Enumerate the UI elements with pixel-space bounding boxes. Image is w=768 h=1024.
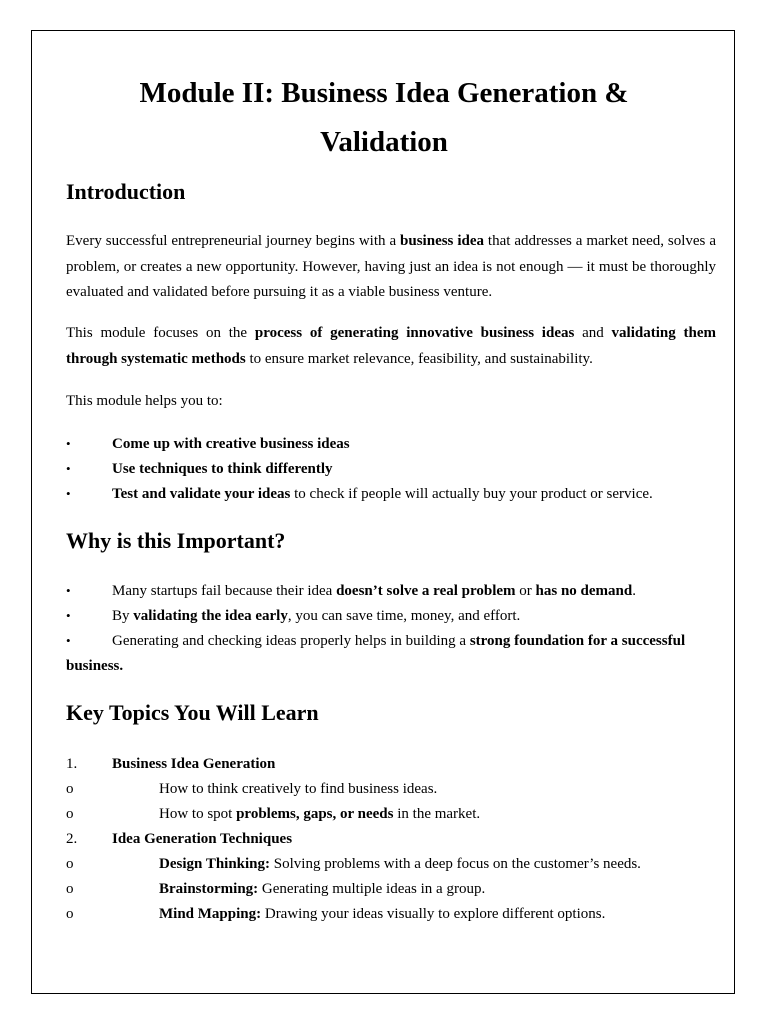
text: Drawing your ideas visually to explore different options.	[261, 906, 606, 922]
text-bold: Come up with creative business ideas	[112, 436, 350, 452]
text-bold: Brainstorming:	[159, 881, 259, 897]
subtopic-brainstorming	[159, 880, 485, 898]
document-page	[31, 30, 735, 994]
list-number: 2.	[66, 831, 78, 847]
text-bold: Mind Mapping:	[159, 906, 262, 922]
text-bold: has no demand	[535, 583, 633, 599]
text: that addresses a market need, solves a problem, or creates a new opportunity. However, having just an idea is not enough — it must be thoroughly evaluated and validated before pursuing it as a viable business venture.	[66, 233, 716, 300]
topic-business-idea-generation	[112, 755, 275, 773]
bullet-glyph: •	[66, 583, 71, 598]
why-bullet-3	[112, 632, 685, 650]
bullet-glyph: •	[66, 486, 71, 501]
text: How to spot	[159, 806, 237, 822]
text: Many startups fail because their idea	[112, 583, 337, 599]
intro-bullet-1	[112, 435, 350, 453]
text-bold: business.	[66, 658, 124, 674]
bullet-glyph: •	[66, 633, 71, 648]
sub-bullet-glyph: o	[66, 906, 74, 922]
text-bold: problems, gaps, or needs	[236, 806, 394, 822]
text-bold: doesn’t solve a real problem	[336, 583, 516, 599]
why-bullet-2	[112, 607, 520, 625]
heading-why-important: Why is this Important?	[66, 528, 286, 553]
text: to check if people will actually buy your product or service.	[290, 486, 653, 502]
subtopic-design-thinking	[159, 855, 641, 873]
text-bold: Use techniques to think differently	[112, 461, 333, 477]
sub-bullet-glyph: o	[66, 781, 74, 797]
text-bold: Test and validate your ideas	[112, 486, 291, 502]
page-title-line-2: Validation	[320, 126, 448, 158]
text: .	[632, 583, 636, 599]
text: Solving problems with a deep focus on the customer’s needs.	[270, 856, 641, 872]
intro-bullet-3	[112, 485, 653, 503]
text: in the market.	[393, 806, 481, 822]
list-number: 1.	[66, 756, 78, 772]
topic-idea-generation-techniques	[112, 830, 292, 848]
intro-bullet-2	[112, 460, 333, 478]
text: By	[112, 608, 134, 624]
text: or	[515, 583, 536, 599]
text-bold: Business Idea Generation	[112, 756, 276, 772]
subtopic-spot-problems	[159, 805, 480, 823]
text: Every successful entrepreneurial journey begins with a	[66, 233, 401, 249]
intro-paragraph-1	[66, 229, 716, 306]
sub-bullet-glyph: o	[66, 856, 74, 872]
text: Generating and checking ideas properly helps in building a	[112, 633, 470, 649]
text: , you can save time, money, and effort.	[287, 608, 521, 624]
why-bullet-1	[112, 582, 636, 600]
why-bullet-3-continued	[66, 657, 123, 675]
text-bold: business idea	[400, 233, 484, 249]
bullet-glyph: •	[66, 608, 71, 623]
text-bold: validating them through systematic methods	[66, 325, 716, 367]
text: and	[574, 325, 612, 341]
intro-paragraph-2	[66, 321, 716, 372]
subtopic-think-creatively: How to think creatively to find business ideas.	[159, 781, 438, 797]
text-bold: process of generating innovative business ideas	[254, 325, 575, 341]
text-bold: strong foundation for a successful	[469, 633, 686, 649]
text-bold: Idea Generation Techniques	[112, 831, 293, 847]
text-bold: Design Thinking:	[159, 856, 271, 872]
text-bold: validating the idea early	[133, 608, 288, 624]
text: to ensure market relevance, feasibility, and sustainability.	[245, 350, 593, 367]
bullet-glyph: •	[66, 461, 71, 476]
text: This module focuses on the	[66, 325, 255, 341]
intro-paragraph-3: This module helps you to:	[66, 393, 223, 409]
heading-key-topics: Key Topics You Will Learn	[66, 700, 319, 725]
subtopic-mind-mapping	[159, 905, 605, 923]
sub-bullet-glyph: o	[66, 806, 74, 822]
heading-introduction: Introduction	[66, 179, 186, 204]
sub-bullet-glyph: o	[66, 881, 74, 897]
page-title-line-1: Module II: Business Idea Generation &	[139, 77, 629, 109]
text: Generating multiple ideas in a group.	[258, 881, 486, 897]
bullet-glyph: •	[66, 436, 71, 451]
